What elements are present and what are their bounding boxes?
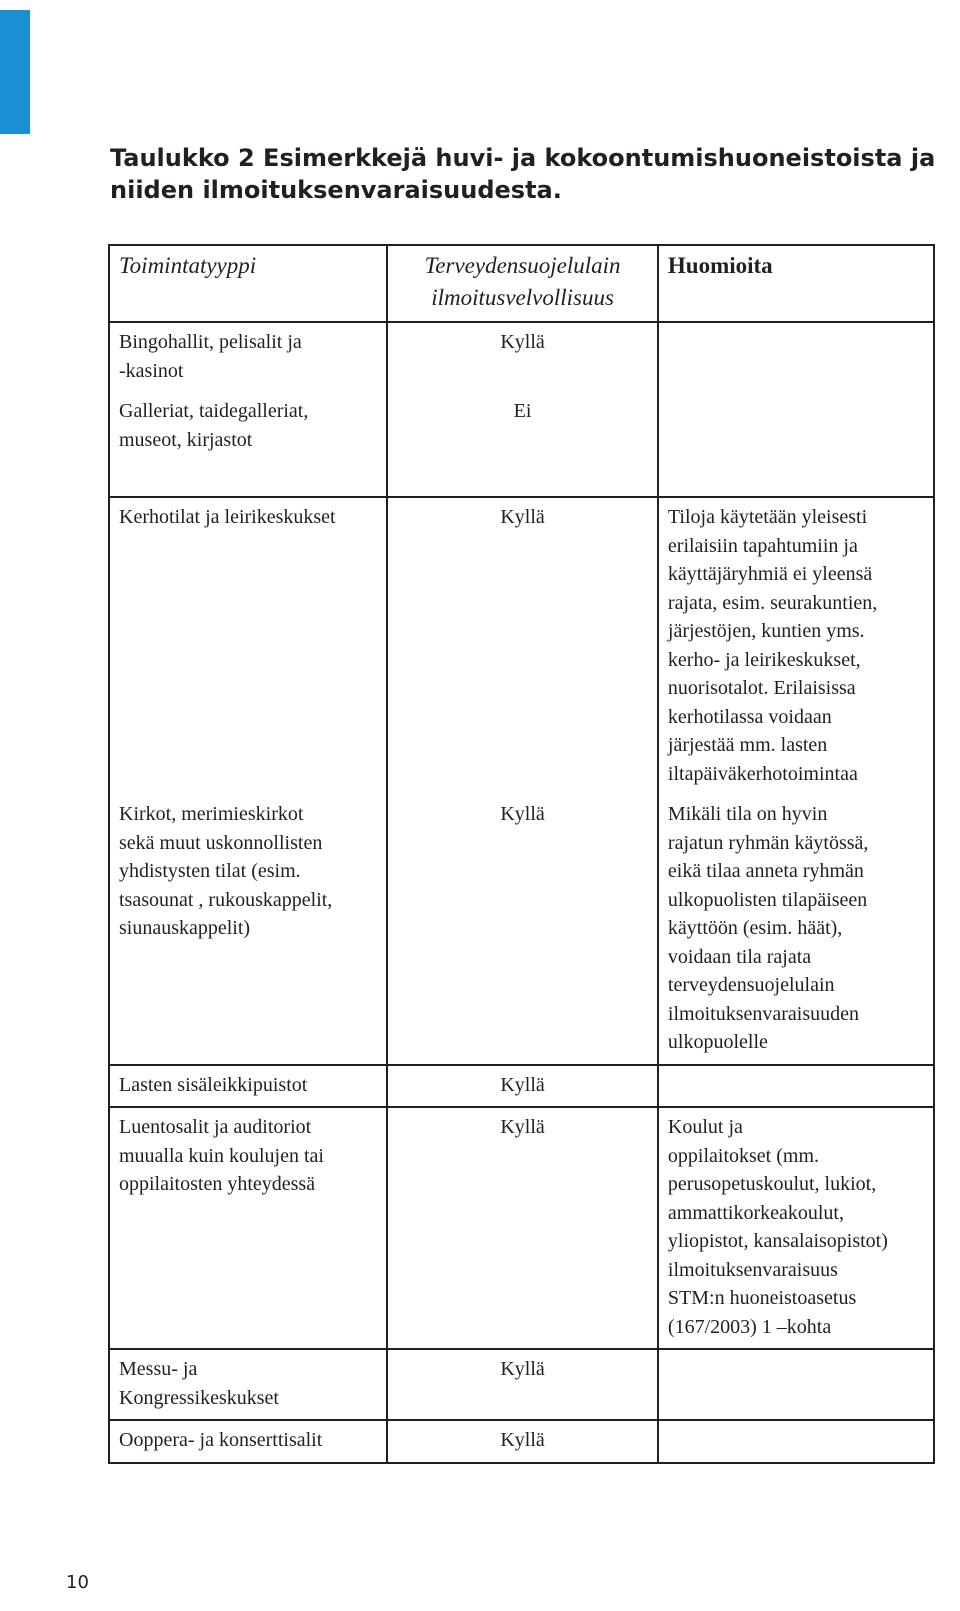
table-row — [109, 1349, 934, 1420]
table-row — [109, 497, 934, 795]
cell-activity-type: Luentosalit ja auditoriot muualla kuin koulujen tai oppilaitosten yhteydessä — [109, 1107, 387, 1349]
cell-activity-type: Ooppera- ja konserttisalit — [109, 1420, 387, 1463]
header-notification-duty: Terveydensuojelulain ilmoitusvelvollisuus — [387, 245, 658, 322]
cell-notification-duty: Kyllä — [387, 795, 658, 1065]
cell-notification-duty: Kyllä — [387, 1107, 658, 1349]
cell-activity-type: Kerhotilat ja leirikeskukset — [109, 497, 387, 795]
cell-remarks: Mikäli tila on hyvin rajatun ryhmän käytössä, eikä tilaa anneta ryhmän ulkopuolisten tilapäiseen käyttöön (esim. häät), voidaan tila rajata terveydensuojelulain ilmoituksenvaraisuuden ulkopuolelle — [658, 795, 934, 1065]
cell-remarks — [658, 1420, 934, 1463]
cell-remarks — [658, 1349, 934, 1420]
page-number: 10 — [66, 1572, 89, 1593]
cell-notification-duty: Kyllä — [387, 322, 658, 392]
table-row — [109, 1065, 934, 1108]
cell-activity-type: Kirkot, merimieskirkot sekä muut uskonnollisten yhdistysten tilat (esim. tsasounat , rukouskappelit, siunauskappelit) — [109, 795, 387, 1065]
accent-bar — [0, 10, 30, 134]
cell-notification-duty: Kyllä — [387, 1420, 658, 1463]
cell-notification-duty: Kyllä — [387, 1065, 658, 1108]
cell-notification-duty: Kyllä — [387, 497, 658, 795]
cell-notification-duty: Kyllä — [387, 1349, 658, 1420]
table-caption: Taulukko 2 Esimerkkejä huvi- ja kokoontumishuoneistoista ja niiden ilmoituksenvaraisuudesta. — [110, 144, 936, 204]
cell-activity-type: Messu- ja Kongressikeskukset — [109, 1349, 387, 1420]
cell-remarks: Koulut ja oppilaitokset (mm. perusopetuskoulut, lukiot, ammattikorkeakoulut, yliopistot, kansalaisopistot) ilmoituksenvaraisuus STM:n huoneistoasetus (167/2003) 1 –kohta — [658, 1107, 934, 1349]
table-row — [109, 322, 934, 392]
header-remarks: Huomioita — [658, 245, 934, 322]
cell-notification-duty: Ei — [387, 392, 658, 497]
table-row — [109, 1420, 934, 1463]
cell-activity-type: Lasten sisäleikkipuistot — [109, 1065, 387, 1108]
header-activity-type: Toimintatyyppi — [109, 245, 387, 322]
table-row — [109, 1107, 934, 1349]
table-row — [109, 795, 934, 1065]
cell-activity-type: Galleriat, taidegalleriat, museot, kirjastot — [109, 392, 387, 497]
cell-remarks — [658, 322, 934, 392]
cell-remarks — [658, 392, 934, 497]
table-row — [109, 392, 934, 497]
examples-table — [108, 244, 935, 1464]
cell-activity-type: Bingohallit, pelisalit ja -kasinot — [109, 322, 387, 392]
cell-remarks: Tiloja käytetään yleisesti erilaisiin tapahtumiin ja käyttäjäryhmiä ei yleensä rajata, esim. seurakuntien, järjestöjen, kuntien yms. kerho- ja leirikeskukset, nuorisotalot. Erilaisissa kerhotilassa voidaan järjestää mm. lasten iltapäiväkerhotoimintaa — [658, 497, 934, 795]
table-header-row — [109, 245, 934, 322]
cell-remarks — [658, 1065, 934, 1108]
